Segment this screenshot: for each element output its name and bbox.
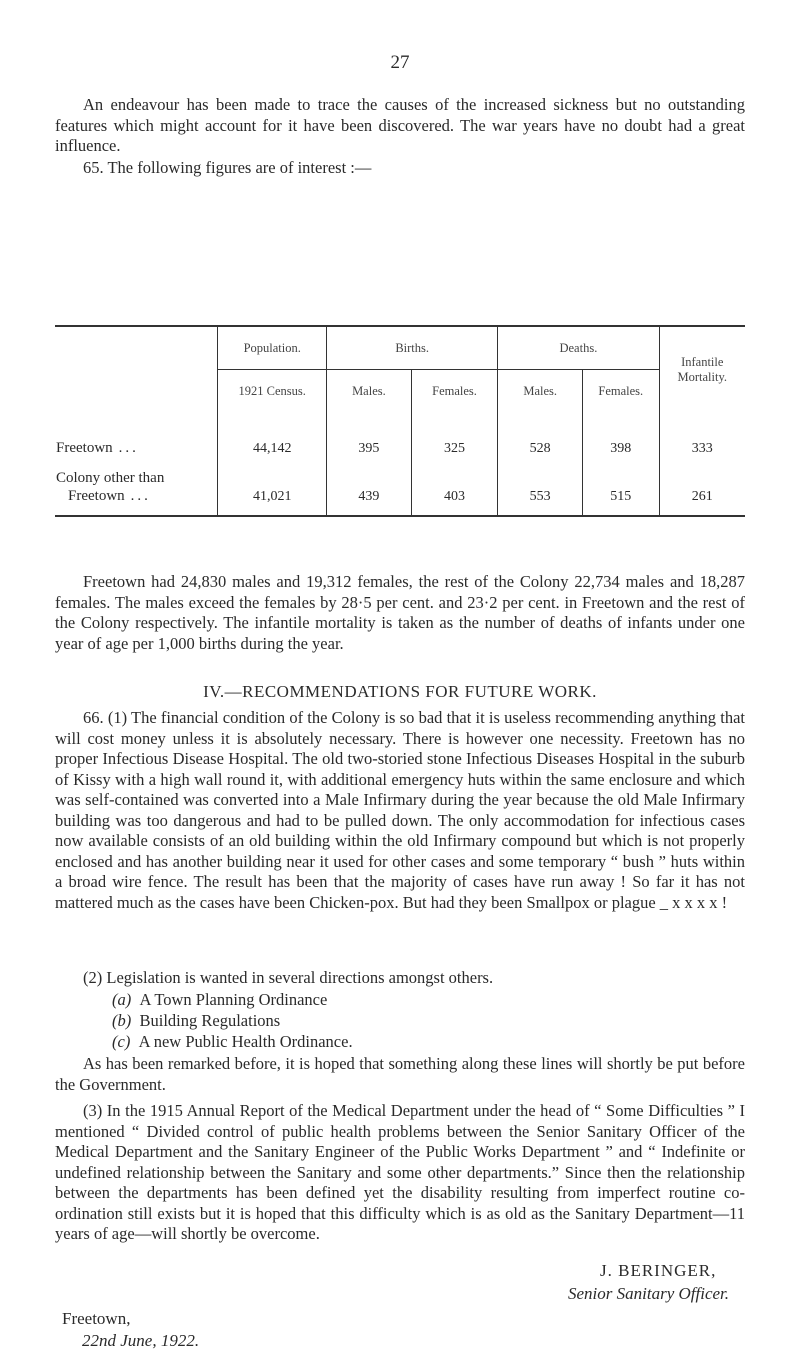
signature-place: Freetown, xyxy=(62,1309,131,1328)
row-label-header xyxy=(55,326,218,412)
page-number: 27 xyxy=(390,52,410,73)
deaths-males-subheader: Males. xyxy=(498,370,583,413)
row-dots: ... xyxy=(118,440,139,456)
row-label xyxy=(55,412,218,458)
cell-births-females: 325 xyxy=(411,412,498,458)
row-label xyxy=(55,458,218,516)
list-text: Building Regulations xyxy=(139,1011,281,1030)
infantile-mortality-header: Infantile Mortality. xyxy=(659,326,745,412)
list-marker: (b) xyxy=(112,1011,132,1030)
births-females-subheader: Females. xyxy=(411,370,498,413)
cell-population: 44,142 xyxy=(218,412,327,458)
deaths-header: Deaths. xyxy=(498,326,659,370)
list-item xyxy=(112,1011,280,1031)
cell-infantile: 261 xyxy=(659,458,745,516)
row-name-line1: Colony other than xyxy=(56,470,165,486)
cell-deaths-males: 528 xyxy=(498,412,583,458)
census-subheader: 1921 Census. xyxy=(218,370,327,413)
list-text: A new Public Health Ordinance. xyxy=(138,1032,353,1051)
table-row xyxy=(55,412,745,458)
section-heading: IV.—RECOMMENDATIONS FOR FUTURE WORK. xyxy=(203,682,597,701)
list-marker: (c) xyxy=(112,1032,131,1051)
intro-paragraph: An endeavour has been made to trace the causes of the increased sickness but no outstanding features which might account for it have been discovered. The war years have no doubt had a great influence. xyxy=(55,95,745,155)
signature-title: Senior Sanitary Officer. xyxy=(568,1284,730,1303)
population-header: Population. xyxy=(218,326,327,370)
deaths-females-subheader: Females. xyxy=(583,370,659,413)
births-males-subheader: Males. xyxy=(327,370,412,413)
freetown-paragraph: Freetown had 24,830 males and 19,312 females, the rest of the Colony 22,734 males and 18,287 females. The males exceed the females by 28·5 per cent. and 23·2 per cent. in Freetown and the rest of the Colony respectively. The infantile mortality is taken as the number of deaths of infants under one year of age per 1,000 births during the year. xyxy=(55,572,745,653)
paragraph-66-3: (3) In the 1915 Annual Report of the Medical Department under the head of “ Some Difficulties ” I mentioned “ Divided control of public health problems between the Senior Sanitary Officer of the Medical Department and the Sanitary Engineer of the Public Works Department ” and “ Indefinite or undefined relationship between the Sanitary and some other departments.” Since then the relationship between the departments has been defined yet the disability resulting from imperfect routine co-ordination still exists but it is hoped that this difficulty which is as old as the Sanitary Department—11 years of age—will shortly be overcome. xyxy=(55,1101,745,1243)
row-dots: ... xyxy=(130,488,151,504)
births-header: Births. xyxy=(327,326,498,370)
list-text: A Town Planning Ordinance xyxy=(139,990,328,1009)
table-row xyxy=(55,458,745,516)
statistics-table xyxy=(55,325,745,517)
cell-deaths-males: 553 xyxy=(498,458,583,516)
paragraph-66-1: 66. (1) The financial condition of the Colony is so bad that it is useless recommending anything that will cost money unless it is absolutely necessary. There is however one necessity. Freetown has no proper Infectious Disease Hospital. The old two-storied stone Infectious Diseases Hospital in the suburb of Kissy with a high wall round it, with additional emergency huts within the same enclosure and which was self-contained was converted into a Male Infirmary during the year because the old Male Infirmary building was too dangerous and had to be pulled down. The only accommodation for infectious cases now available consists of an old building within the old Infirmary compound but which is not properly enclosed and has another building near it used for other cases and some temporary “ bush ” huts within a broad wire fence. The result has been that the majority of cases have run away ! So far it has not mattered much as the cases have been Chicken-pox. But had they been Smallpox or plague _ x x x x ! xyxy=(55,708,745,912)
list-item xyxy=(112,1032,353,1052)
cell-population: 41,021 xyxy=(218,458,327,516)
cell-deaths-females: 398 xyxy=(583,412,659,458)
signature-name: J. BERINGER, xyxy=(600,1261,717,1280)
cell-births-females: 403 xyxy=(411,458,498,516)
cell-deaths-females: 515 xyxy=(583,458,659,516)
row-name: Freetown xyxy=(56,440,113,456)
cell-births-males: 395 xyxy=(327,412,412,458)
cell-infantile: 333 xyxy=(659,412,745,458)
list-item xyxy=(112,990,327,1010)
cell-births-males: 439 xyxy=(327,458,412,516)
paragraph-65: 65. The following figures are of interest :— xyxy=(83,158,372,177)
row-name-line2: Freetown xyxy=(68,488,125,504)
paragraph-66-2: (2) Legislation is wanted in several directions amongst others. xyxy=(83,968,494,987)
signature-date: 22nd June, 1922. xyxy=(82,1331,200,1350)
list-marker: (a) xyxy=(112,990,132,1009)
paragraph-66-2-continued: As has been remarked before, it is hoped that something along these lines will shortly be put before the Government. xyxy=(55,1054,745,1094)
